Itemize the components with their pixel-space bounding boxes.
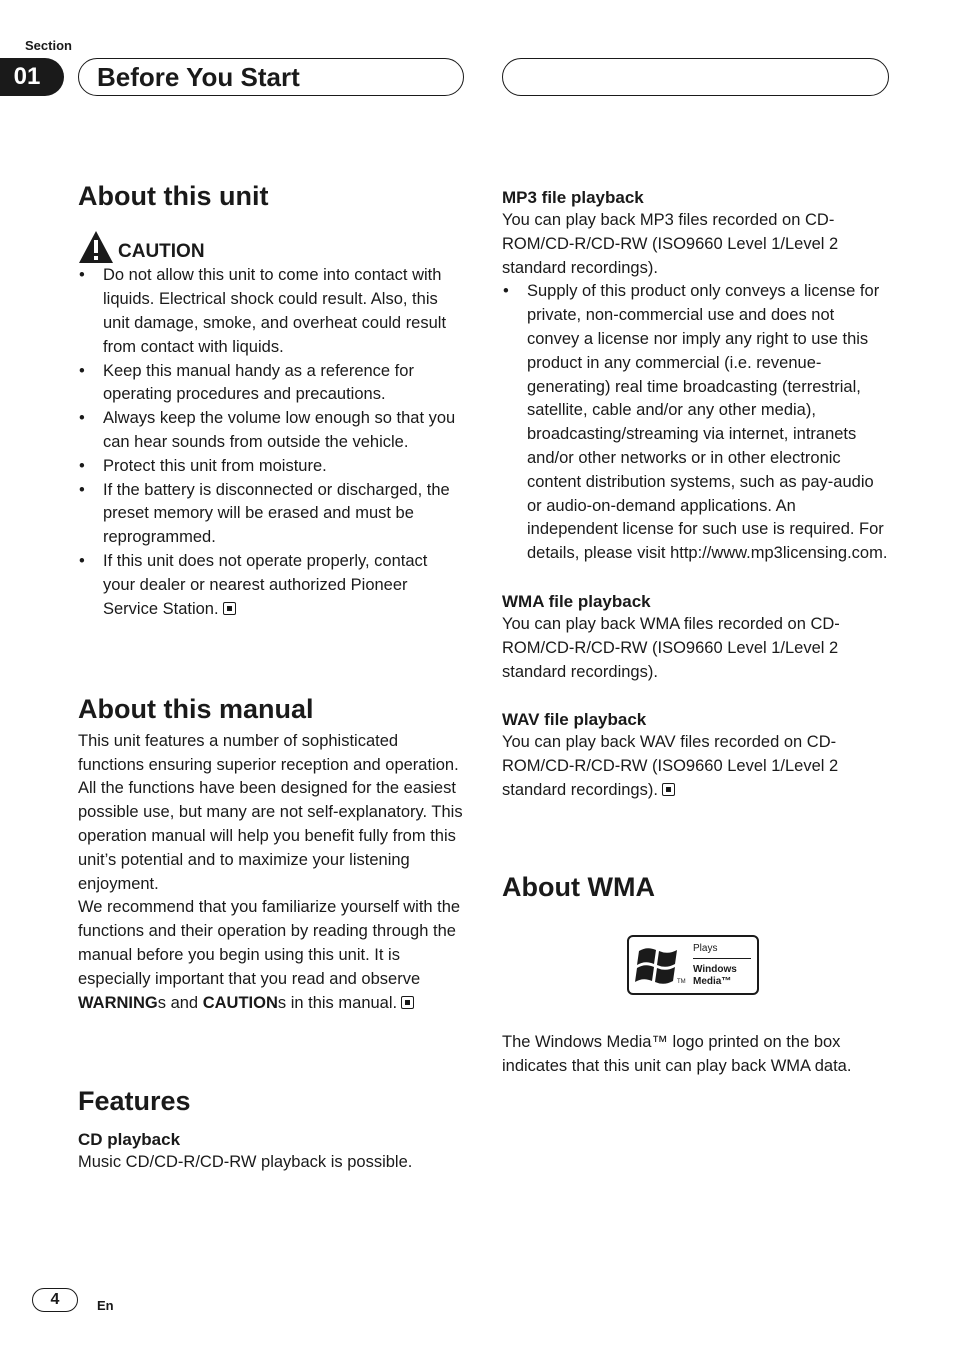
mp3-playback-text: You can play back MP3 files recorded on CD-ROM/CD-R/CD-RW (ISO9660 Level 1/Level 2 standard recordings). (502, 211, 839, 277)
mp3-note-list (502, 280, 888, 566)
language-code: En (97, 1298, 114, 1313)
list-item (78, 550, 464, 621)
end-of-section-icon (223, 602, 236, 615)
warning-triangle-icon (78, 230, 114, 264)
logo-windows-text: Windows (693, 964, 737, 976)
paragraph-text: You can play back WAV files recorded on CD-ROM/CD-R/CD-RW (ISO9660 Level 1/Level 2 standard recordings). (502, 733, 839, 799)
paragraph-text: We recommend that you familiarize yourself with the functions and their operation by reading through the manual before you begin using this unit. It is especially important that you read and observe (78, 898, 461, 988)
caution-label: CAUTION (118, 241, 205, 263)
paragraph-text: s and (157, 993, 203, 1012)
section-label: Section (25, 38, 72, 53)
list-item: • Do not allow this unit to come into contact with liquids. Electrical shock could result. Also, this unit damage, smoke, and overheat could result from contact with liquids. (78, 264, 464, 359)
mp3-playback-heading: MP3 file playback (502, 188, 644, 207)
about-wma-text: The Windows Media™ logo printed on the box indicates that this unit can play back WMA data. (502, 1033, 852, 1075)
page-title: Before You Start (97, 61, 300, 92)
paragraph-text: s in this manual. (277, 993, 398, 1012)
about-unit-heading: About this unit (78, 181, 269, 211)
about-manual-paragraph (78, 896, 464, 1015)
wav-playback-heading: WAV file playback (502, 710, 647, 730)
left-column (78, 180, 464, 1174)
list-item: • If the battery is disconnected or discharged, the preset memory will be erased and must be reprogrammed. (78, 479, 464, 550)
section-number-badge: 01 (0, 58, 64, 96)
wma-playback-heading: WMA file playback (502, 591, 651, 611)
caution-header (78, 226, 464, 264)
wma-playback-text: You can play back WMA files recorded on CD-ROM/CD-R/CD-RW (ISO9660 Level 1/Level 2 standard recordings). (502, 614, 840, 681)
logo-plays-text: Plays (693, 943, 718, 955)
right-column (502, 186, 888, 1079)
header-title-pill (78, 58, 464, 96)
wav-playback-text (502, 731, 888, 802)
list-item: • Protect this unit from moisture. (78, 455, 464, 479)
list-item: • Always keep the volume low enough so that you can hear sounds from outside the vehicle. (78, 407, 464, 455)
end-of-section-icon (401, 996, 414, 1009)
about-manual-paragraph: This unit features a number of sophisticated functions ensuring superior reception and operation. All the functions have been designed for the easiest possible use, but many are not self-explanatory. This operation manual will help you benefit fully from this unit’s potential and to maximize your listening enjoyment. (78, 731, 463, 893)
logo-tm-mark: TM (677, 979, 686, 986)
features-heading: Features (78, 1086, 191, 1117)
logo-media-text: Media™ (693, 976, 732, 988)
windows-flag-icon (635, 943, 681, 987)
features-section (78, 1085, 464, 1174)
header-empty-pill (502, 58, 889, 96)
windows-media-logo (627, 935, 759, 995)
cd-playback-text: Music CD/CD-R/CD-RW playback is possible. (78, 1152, 413, 1171)
about-unit-section (78, 180, 464, 621)
end-of-section-icon (662, 783, 675, 796)
about-wma-section (502, 871, 888, 1079)
list-item: • Supply of this product only conveys a license for private, non-commercial use and does not convey a license nor imply any right to use this product in any commercial (i.e. revenue-generating) real time broadcasting (terrestrial, satellite, cable and/or any other media), broadcasting/streaming via internet, intranets and/or other networks or in other electronic content distribution systems, such as pay-audio or audio-on-demand applications. An independent license for such use is required. For details, please visit http://www.mp3licensing.com. (502, 280, 888, 566)
page-number: 4 (32, 1288, 78, 1312)
caution-list (78, 264, 464, 621)
logo-divider (693, 958, 751, 959)
list-item: • Keep this manual handy as a reference for operating procedures and precautions. (78, 360, 464, 408)
list-item-text: If this unit does not operate properly, contact your dealer or nearest authorized Pioneer Service Station. (103, 551, 428, 618)
cd-playback-heading: CD playback (78, 1129, 181, 1149)
about-wma-heading: About WMA (502, 871, 655, 902)
about-manual-heading: About this manual (78, 694, 314, 725)
caution-word: CAUTION (202, 993, 278, 1012)
about-manual-section (78, 693, 464, 1015)
warning-word: WARNING (78, 993, 158, 1012)
